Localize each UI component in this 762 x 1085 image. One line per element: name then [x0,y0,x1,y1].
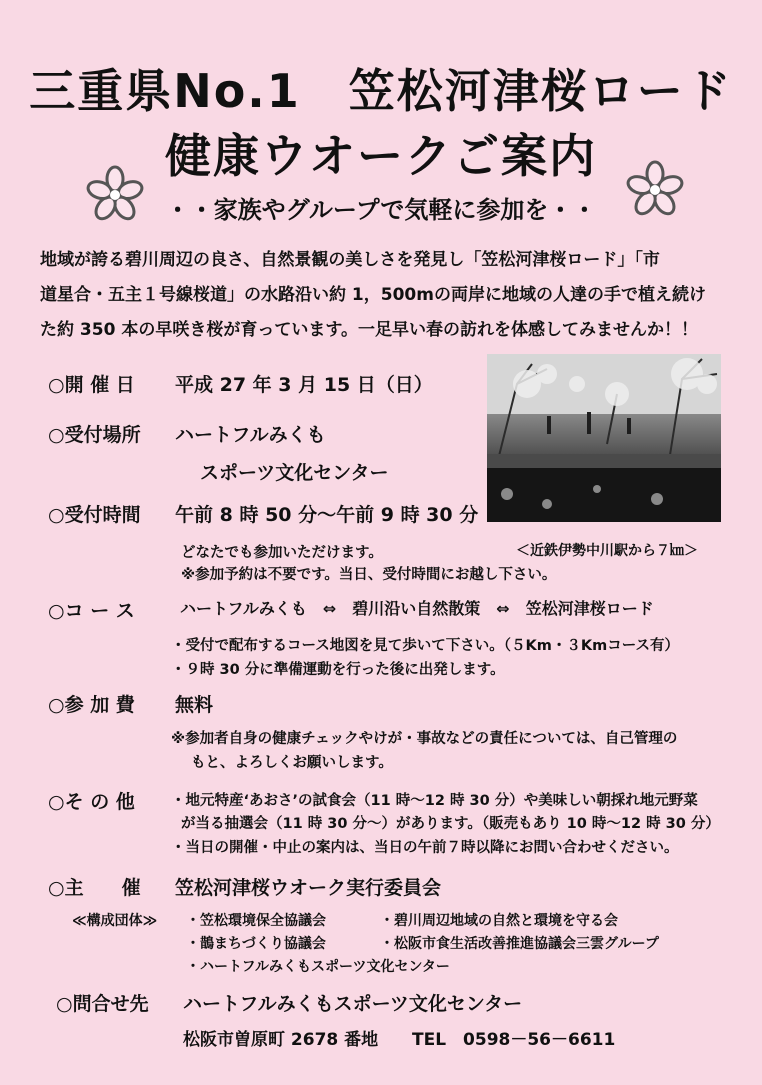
venue-value-line2: スポーツ文化センター [200,462,389,484]
page-title-line2: 健康ウオークご案内 [165,129,597,183]
course-label: ○コ ー ス [48,600,135,622]
contact-tel: TEL 0598－56－6611 [412,1030,616,1050]
member-item: ・笠松環境保全協議会 [186,913,326,929]
intro-line: 道星合・五主１号線桜道」の水路沿い約 1，500mの両岸に地域の人達の手で植え続け [40,285,706,305]
cherry-road-photo [487,354,721,522]
contact-address: 松阪市曽原町 2678 番地 [183,1030,379,1050]
member-item: ・ハートフルみくもスポーツ文化センター [186,959,450,975]
members-label: ≪構成団体≫ [72,913,158,929]
reception-note-2: ※参加予約は不要です。当日、受付時間にお越し下さい。 [181,567,557,583]
contact-value: ハートフルみくもスポーツ文化センター [183,993,523,1015]
member-item: ・松阪市食生活改善推進協議会三雲グループ [380,936,659,952]
other-label: ○そ の 他 [48,791,135,813]
photo-caption: ＜近鉄伊勢中川駅から７㎞＞ [516,543,698,559]
date-label: ○開 催 日 [48,374,135,396]
intro-line: た約 350 本の早咲き桜が育っています。一足早い春の訪れを体感してみませんか！！ [40,320,698,340]
intro-paragraph [40,243,730,348]
member-item: ・碧川周辺地域の自然と環境を守る会 [380,913,618,929]
subtitle: ・・家族やグループで気軽に参加を・・ [165,196,597,224]
fee-value: 無料 [175,694,214,716]
reception-time-value: 午前 8 時 50 分～午前 9 時 30 分 [175,504,479,526]
contact-label: ○問合せ先 [56,993,149,1015]
other-note-2: が当る抽選会（11 時 30 分～）があります。（販売もあり 10 時～12 時 30 分） [181,816,720,832]
course-value: ハートフルみくも ⇔ 碧川沿い自然散策 ⇔ 笠松河津桜ロード [180,599,654,618]
organizer-label: ○主 催 [48,877,141,899]
course-note: ・受付で配布するコース地図を見て歩いて下さい。（５Km・３Kmコース有） [171,638,679,654]
fee-label: ○参 加 費 [48,694,135,716]
venue-label: ○受付場所 [48,424,141,446]
other-note: ・地元特産‘あおさ’の試食会（11 時～12 時 30 分）や美味しい朝採れ地元野菜 [171,793,698,809]
date-value: 平成 27 年 3 月 15 日（日） [175,374,433,396]
intro-line: 地域が誇る碧川周辺の良さ、自然景観の美しさを発見し「笠松河津桜ロード」「市 [40,250,660,270]
course-note-2: ・９時 30 分に準備運動を行った後に出発します。 [171,662,505,678]
page-title: 三重県No.1 笠松河津桜ロード [29,64,733,118]
other-note-3: ・当日の開催・中止の案内は、当日の午前７時以降にお問い合わせください。 [171,840,679,856]
reception-note: どなたでも参加いただけます。 [181,545,383,561]
fee-note: ※参加者自身の健康チェックやけが・事故などの責任については、自己管理の [171,731,678,747]
member-item: ・鵲まちづくり協議会 [186,936,326,952]
organizer-value: 笠松河津桜ウオーク実行委員会 [175,877,442,899]
venue-value: ハートフルみくも [175,424,326,446]
reception-time-label: ○受付時間 [48,504,141,526]
fee-note-2: もと、よろしくお願いします。 [191,755,393,771]
